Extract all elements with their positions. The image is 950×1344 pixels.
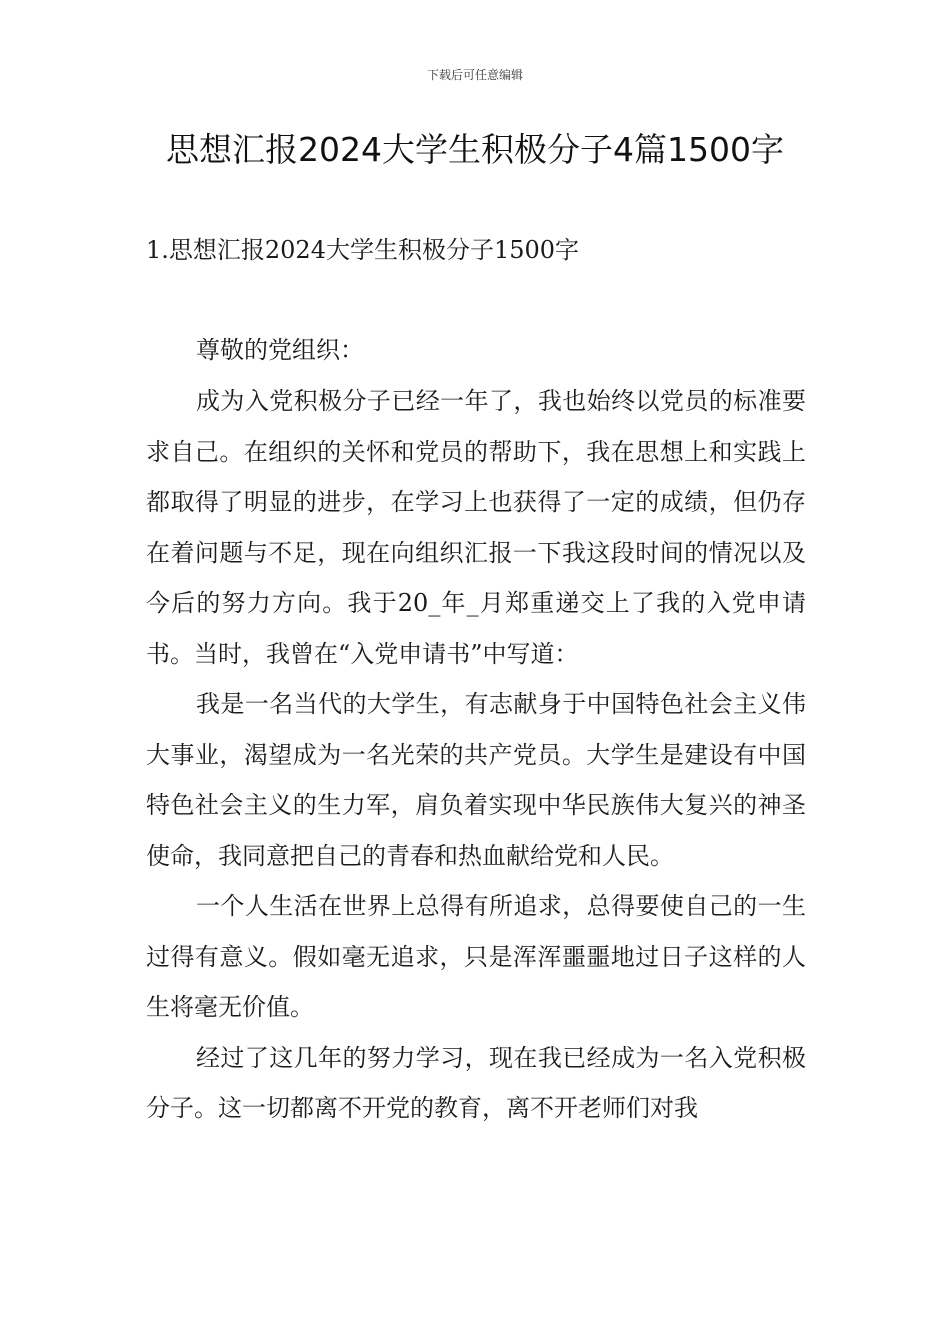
paragraph: 我是一名当代的大学生，有志献身于中国特色社会主义伟大事业，渴望成为一名光荣的共产党员。大学生是建设有中国特色社会主义的生力军，肩负着实现中华民族伟大复兴的神圣使命，我同意把自己的青春和热血献给党和人民。 [146,690,806,870]
document-title: 思想汇报2024大学生积极分子4篇1500字 [166,130,784,169]
body-text [146,376,806,1134]
page-header-note: 下载后可任意编辑 [426,68,523,82]
paragraph: 成为入党积极分子已经一年了，我也始终以党员的标准要求自己。在组织的关怀和党员的帮助下，我在思想上和实践上都取得了明显的进步，在学习上也获得了一定的成绩，但仍存在着问题与不足，现在向组织汇报一下我这段时间的情况以及今后的努力方向。我于20_年_月郑重递交上了我的入党申请书。当时，我曾在“入党申请书”中写道： [146,387,806,668]
paragraph: 经过了这几年的努力学习，现在我已经成为一名入党积极分子。这一切都离不开党的教育，离不开老师们对我 [146,1043,806,1122]
section-heading: 1.思想汇报2024大学生积极分子1500字 [146,236,580,264]
paragraph: 一个人生活在世界上总得有所追求，总得要使自己的一生过得有意义。假如毫无追求，只是浑浑噩噩地过日子这样的人生将毫无价值。 [146,892,806,1021]
salutation: 尊敬的党组织： [196,336,364,364]
